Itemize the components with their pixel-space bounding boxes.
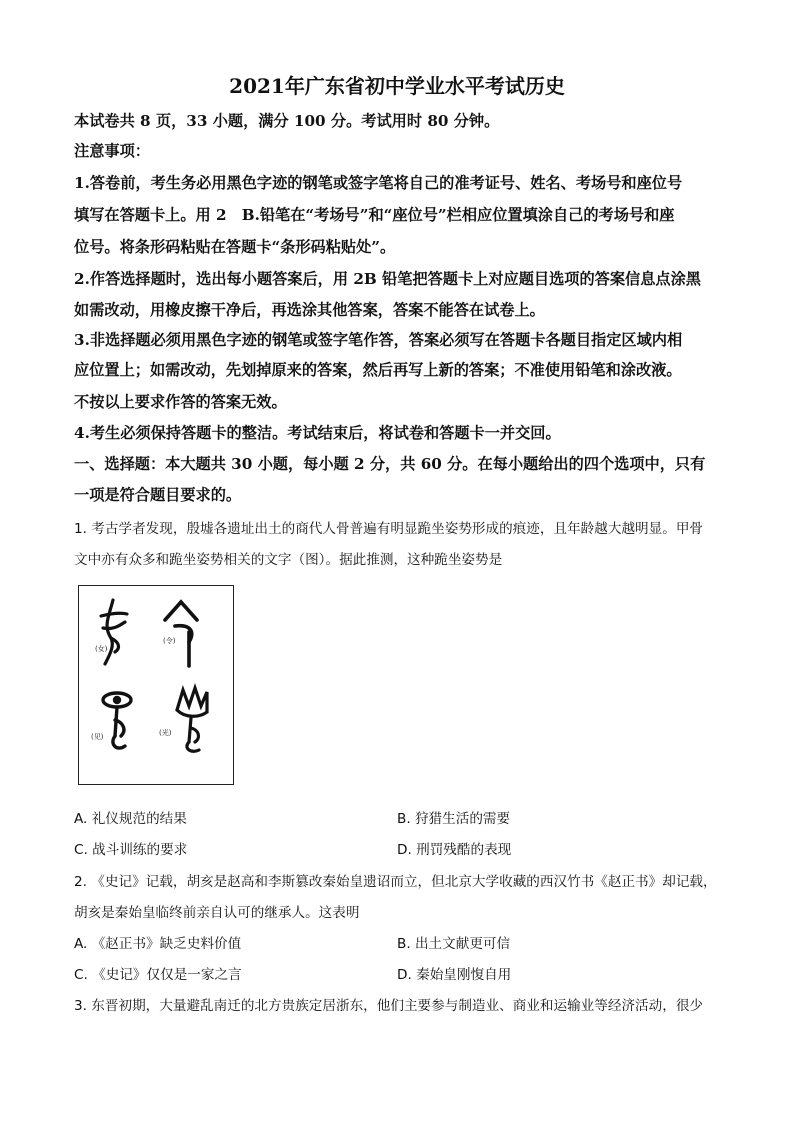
figure-caption: (令) (163, 637, 176, 645)
glyph-jian (103, 693, 131, 748)
figure-caption: (见) (91, 733, 104, 741)
question-2-stem: 胡亥是秦始皇临终前亲自认可的继承人。这表明 (74, 905, 360, 921)
question-1-option-b: B. 狩猎生活的需要 (397, 811, 511, 827)
question-1-stem: 1. 考古学者发现，殷墟各遗址出土的商代人骨普遍有明显跪坐姿势形成的痕迹，且年龄越大越明显。甲骨 (74, 521, 704, 537)
notice-line: 1.答卷前，考生务必用黑色字迹的钢笔或签字笔将自己的准考证号、姓名、考场号和座位号 (74, 174, 683, 192)
glyph-guang (177, 688, 207, 751)
page-title: 2021年广东省初中学业水平考试历史 (229, 74, 565, 98)
question-2-stem: 2. 《史记》记载，胡亥是赵高和李斯篡改秦始皇遗诏而立，但北京大学收藏的西汉竹书《赵正书》却记载， (74, 874, 717, 890)
question-2-option-d: D. 秦始皇刚愎自用 (397, 967, 512, 983)
oracle-bone-figure (78, 585, 234, 785)
glyph-nv (101, 600, 127, 664)
figure-caption: (女) (95, 645, 108, 653)
question-1-option-d: D. 刑罚残酷的表现 (397, 842, 512, 858)
notice-line: 填写在答题卡上。用 2 B.铅笔在“考场号”和“座位号”栏相应位置填涂自己的考场号和座 (74, 206, 675, 224)
section-heading: 一项是符合题目要求的。 (74, 486, 242, 504)
question-2-option-c: C. 《史记》仅仅是一家之言 (74, 967, 242, 983)
question-2-option-b: B. 出土文献更可信 (397, 936, 511, 952)
notice-line: 4.考生必须保持答题卡的整洁。考试结束后，将试卷和答题卡一并交回。 (74, 424, 561, 442)
exam-intro: 本试卷共 8 页，33 小题，满分 100 分。考试用时 80 分钟。 (74, 112, 500, 130)
question-3-stem: 3. 东晋初期，大量避乱南迁的北方贵族定居浙东，他们主要参与制造业、商业和运输业等经济活动，很少 (74, 998, 704, 1014)
notice-line: 应位置上；如需改动，先划掉原来的答案，然后再写上新的答案；不准使用铅笔和涂改液。 (74, 361, 682, 379)
notice-line: 2.作答选择题时，选出每小题答案后，用 2B 铅笔把答题卡上对应题目选项的答案信息点涂黑 (74, 270, 701, 288)
question-1-option-c: C. 战斗训练的要求 (74, 842, 188, 858)
section-heading: 一、选择题：本大题共 30 小题，每小题 2 分，共 60 分。在每小题给出的四个选项中，只有 (74, 455, 706, 473)
glyph-ling (165, 602, 197, 666)
figure-caption: (光) (159, 729, 172, 737)
notice-line: 如需改动，用橡皮擦干净后，再选涂其他答案，答案不能答在试卷上。 (74, 301, 545, 319)
notice-heading: 注意事项： (74, 142, 150, 160)
notice-line: 位号。将条形码粘贴在答题卡“条形码粘贴处”。 (74, 238, 396, 256)
notice-line: 不按以上要求作答的答案无效。 (74, 393, 287, 411)
oracle-bone-glyphs (79, 586, 233, 784)
notice-line: 3.非选择题必须用黑色字迹的钢笔或签字笔作答，答案必须写在答题卡各题目指定区域内相 (74, 331, 683, 349)
question-1-option-a: A. 礼仪规范的结果 (74, 811, 187, 827)
question-2-option-a: A. 《赵正书》缺乏史料价值 (74, 936, 242, 952)
question-1-stem: 文中亦有众多和跪坐姿势相关的文字（图）。据此推测，这种跪坐姿势是 (74, 552, 503, 568)
